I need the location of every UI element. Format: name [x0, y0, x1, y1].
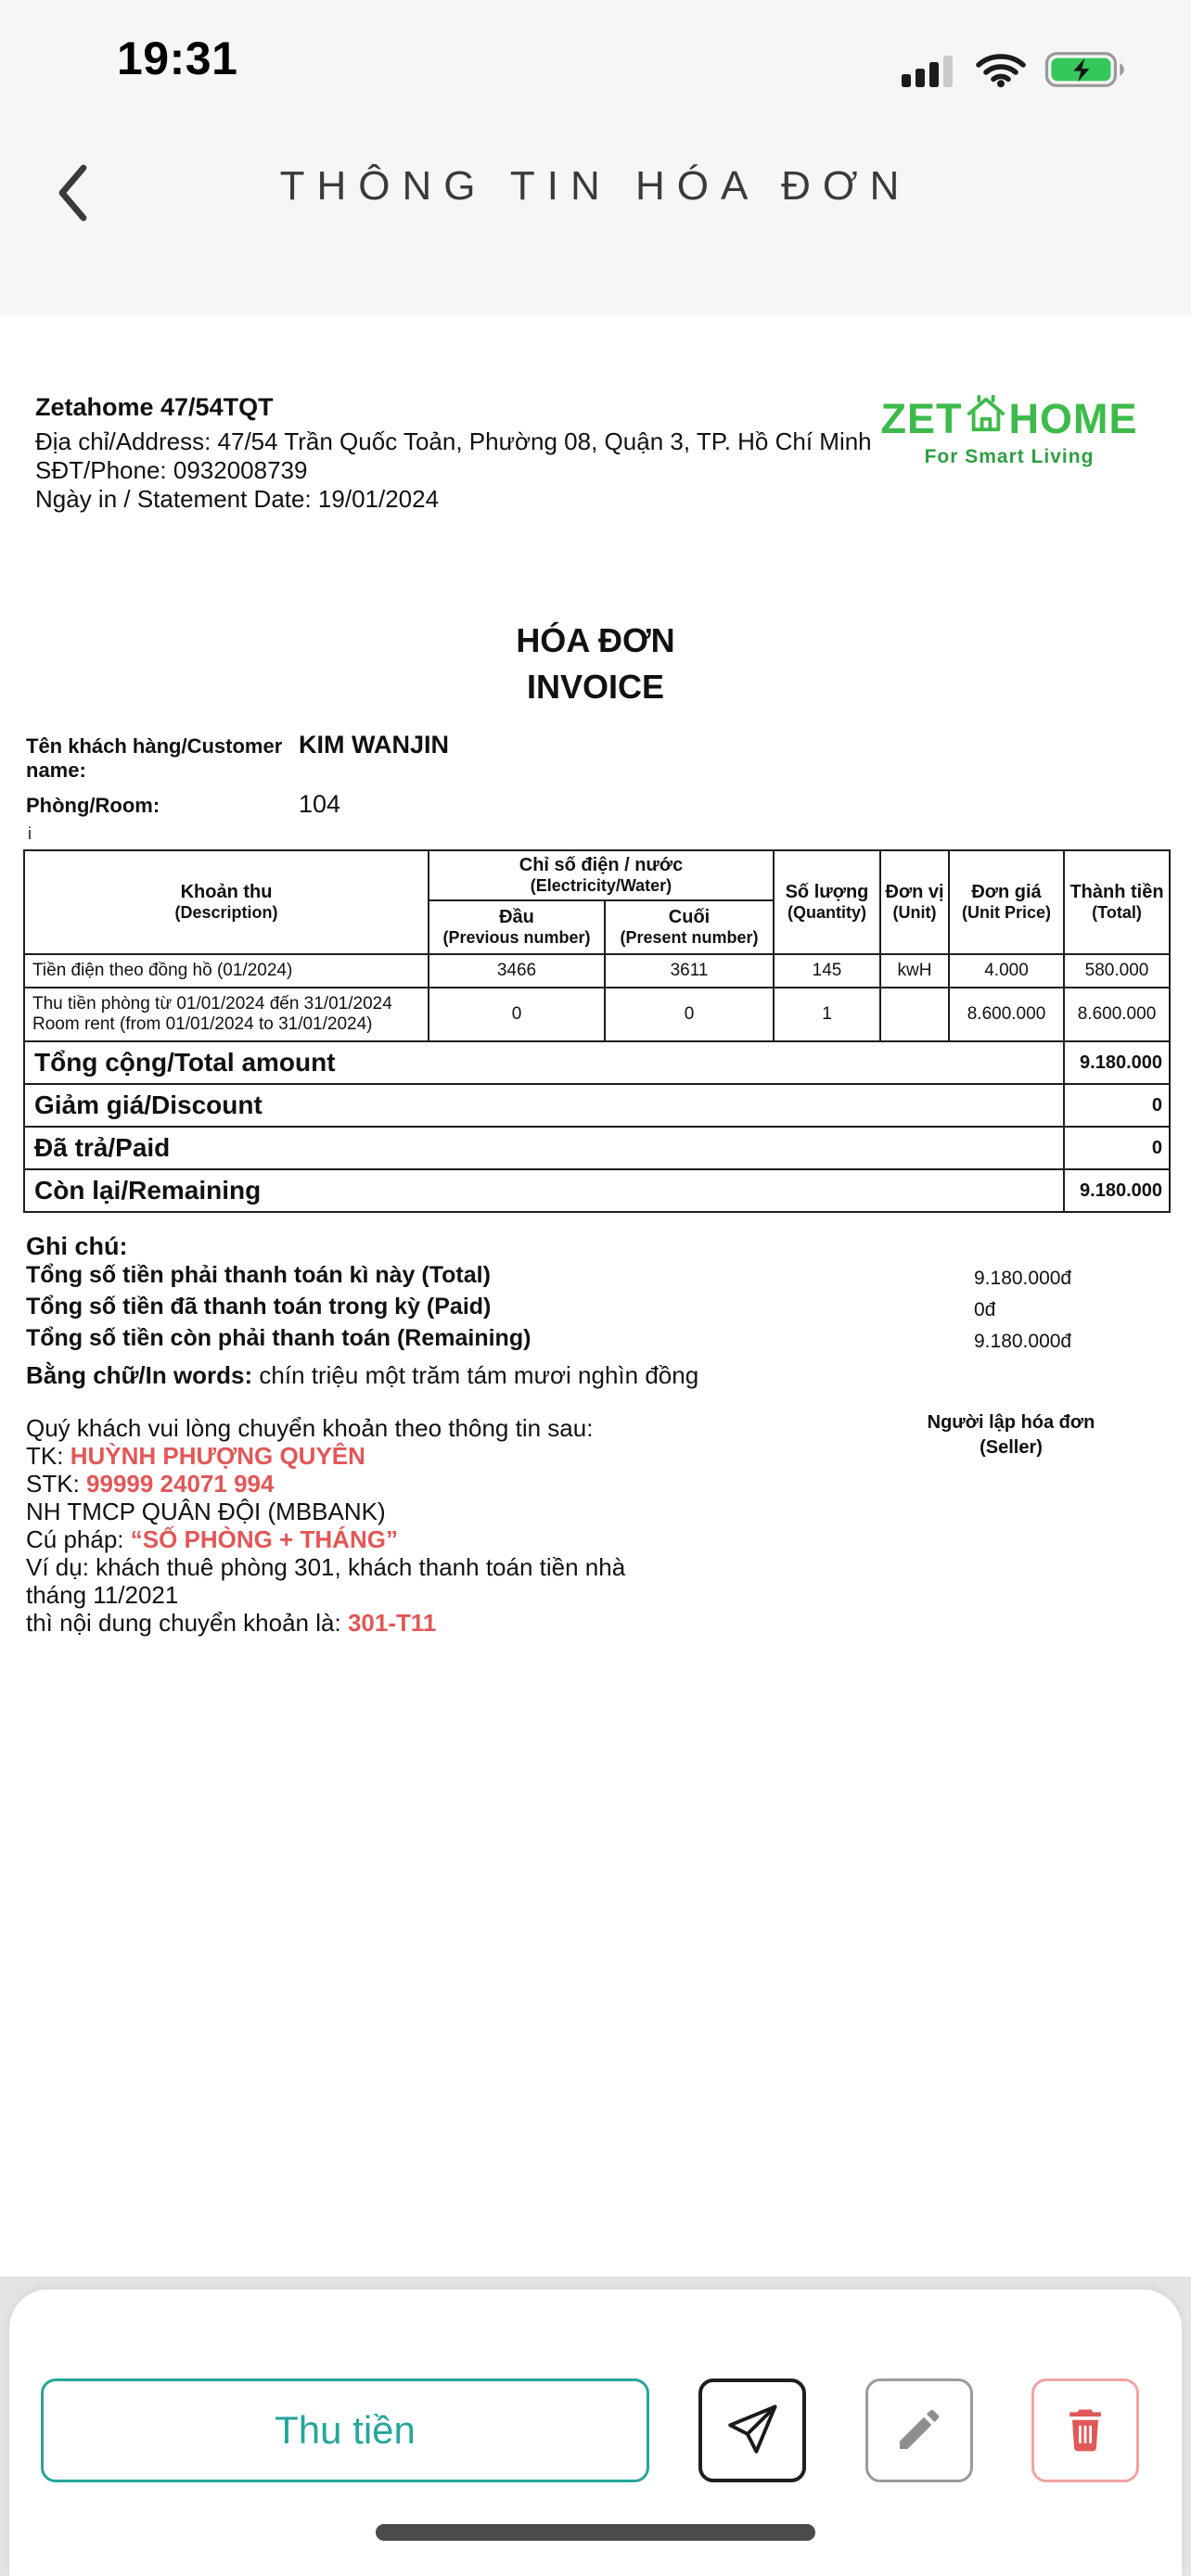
payment-section	[26, 1414, 1191, 1637]
delete-button[interactable]	[1031, 2378, 1139, 2482]
row-total: 580.000	[1064, 954, 1170, 988]
note-paid-line: Tổng số tiền đã thanh toán trong kỳ (Paid) 0đ	[26, 1293, 1191, 1324]
top-chrome	[0, 0, 1191, 315]
row-total: 8.600.000	[1064, 988, 1170, 1041]
seller-address: Địa chỉ/Address: 47/54 Trần Quốc Toản, Phường 08, Quận 3, TP. Hồ Chí Minh	[35, 427, 872, 455]
note-total-line: Tổng số tiền phải thanh toán kì này (Total) 9.180.000đ	[26, 1261, 1191, 1293]
bottom-bar-background	[0, 2276, 1191, 2576]
row-unit: kwH	[880, 954, 949, 988]
status-icons	[902, 48, 1132, 96]
row-quantity: 145	[774, 954, 880, 988]
cellular-signal-icon	[902, 51, 959, 93]
pencil-icon	[893, 2404, 945, 2458]
paper-plane-icon	[724, 2401, 781, 2461]
collect-money-button[interactable]: Thu tiền	[41, 2378, 649, 2482]
transfer-syntax: “SỐ PHÒNG + THÁNG”	[130, 1525, 398, 1553]
note-remaining-value: 9.180.000đ	[974, 1331, 1072, 1352]
col-header-total: Thành tiền (Total)	[1064, 850, 1170, 954]
account-number: 99999 24071 994	[86, 1470, 275, 1498]
statement-date: Ngày in / Statement Date: 19/01/2024	[35, 485, 440, 513]
seller-block	[0, 315, 1191, 514]
col-header-unit-price: Đơn giá (Unit Price)	[949, 850, 1064, 954]
seller-stamp: Người lập hóa đơn (Seller)	[927, 1412, 1095, 1458]
row-present: 3611	[605, 954, 774, 988]
room-label: Phòng/Room:	[26, 794, 160, 817]
invoice-table	[23, 849, 1171, 1213]
table-row	[24, 954, 1170, 988]
transfer-content-value: 301-T11	[347, 1609, 437, 1637]
note-total-value: 9.180.000đ	[974, 1268, 1072, 1289]
home-indicator[interactable]	[376, 2524, 815, 2541]
logo-zet-text: ZET	[880, 394, 963, 442]
table-row	[24, 988, 1170, 1041]
trash-icon	[1059, 2404, 1111, 2458]
invoice-heading	[0, 618, 1191, 710]
logo-tagline: For Smart Living	[924, 446, 1095, 467]
stray-text: i	[28, 824, 32, 843]
example-line-1: Ví dụ: khách thuê phòng 301, khách thanh toán tiền nhà	[26, 1553, 626, 1581]
col-header-present: Cuối (Present number)	[605, 900, 774, 954]
customer-name-value: KIM WANJIN	[299, 731, 449, 759]
row-previous: 0	[429, 988, 605, 1041]
account-holder-name: HUỲNH PHƯỢNG QUYÊN	[70, 1442, 365, 1470]
example-line-2: tháng 11/2021	[26, 1581, 179, 1609]
amount-in-words: Bằng chữ/In words: chín triệu một trăm tám mươi nghìn đồng	[26, 1361, 699, 1389]
transfer-content-line: thì nội dung chuyển khoản là: 301-T11	[26, 1609, 437, 1637]
logo-home-text: HOME	[1008, 394, 1138, 442]
row-unit-price: 8.600.000	[949, 988, 1064, 1041]
customer-name-label: Tên khách hàng/Customer name:	[26, 734, 283, 782]
row-previous: 3466	[429, 954, 605, 988]
row-present: 0	[605, 988, 774, 1041]
page-title: THÔNG TIN HÓA ĐƠN	[279, 163, 912, 209]
total-amount-row: Tổng cộng/Total amount 9.180.000	[24, 1041, 1170, 1084]
logo-wordmark	[861, 393, 1158, 444]
room-value: 104	[299, 790, 341, 818]
customer-row	[26, 729, 1191, 783]
notes-title: Ghi chú:	[26, 1232, 128, 1260]
invoice-heading-vi: HÓA ĐƠN	[516, 621, 675, 659]
send-button[interactable]	[698, 2378, 806, 2482]
discount-row: Giảm giá/Discount 0	[24, 1084, 1170, 1127]
wifi-icon	[974, 51, 1028, 93]
transfer-syntax-line: Cú pháp: “SỐ PHÒNG + THÁNG”	[26, 1525, 398, 1553]
battery-charging-icon	[1043, 48, 1132, 96]
row-description: Tiền điện theo đồng hồ (01/2024)	[24, 954, 429, 988]
col-header-unit: Đơn vị (Unit)	[880, 850, 949, 954]
row-unit	[880, 988, 949, 1041]
account-number-line: STK: 99999 24071 994	[26, 1470, 275, 1498]
seller-name: Zetahome 47/54TQT	[35, 393, 274, 421]
room-row	[26, 788, 1191, 820]
zetahome-logo	[861, 393, 1158, 468]
paid-row: Đã trả/Paid 0	[24, 1127, 1170, 1169]
remaining-row: Còn lại/Remaining 9.180.000	[24, 1169, 1170, 1212]
payment-intro: Quý khách vui lòng chuyển khoản theo thông tin sau:	[26, 1414, 594, 1442]
seller-phone: SĐT/Phone: 0932008739	[35, 456, 308, 484]
col-header-previous: Đầu (Previous number)	[429, 900, 605, 954]
col-header-quantity: Số lượng (Quantity)	[774, 850, 880, 954]
account-holder-line: TK: HUỲNH PHƯỢNG QUYÊN	[26, 1442, 365, 1470]
edit-button[interactable]	[865, 2378, 973, 2482]
row-description: Thu tiền phòng từ 01/01/2024 đến 31/01/2024 Room rent (from 01/01/2024 to 31/01/2024)	[24, 988, 429, 1041]
row-quantity: 1	[774, 988, 880, 1041]
row-unit-price: 4.000	[949, 954, 1064, 988]
bottom-action-panel	[9, 2289, 1182, 2576]
table-header-row-1	[24, 850, 1170, 900]
invoice-heading-en: INVOICE	[526, 668, 665, 706]
invoice-document	[0, 315, 1191, 2276]
house-icon	[965, 393, 1007, 444]
bank-name-line: NH TMCP QUÂN ĐỘI (MBBANK)	[26, 1498, 386, 1525]
note-remaining-line: Tổng số tiền còn phải thanh toán (Remaining) 9.180.000đ	[26, 1324, 1191, 1356]
status-time: 19:31	[117, 32, 238, 84]
note-paid-value: 0đ	[974, 1299, 996, 1320]
col-header-description: Khoản thu (Description)	[24, 850, 429, 954]
col-header-meter-group: Chỉ số điện / nước (Electricity/Water)	[429, 850, 774, 900]
